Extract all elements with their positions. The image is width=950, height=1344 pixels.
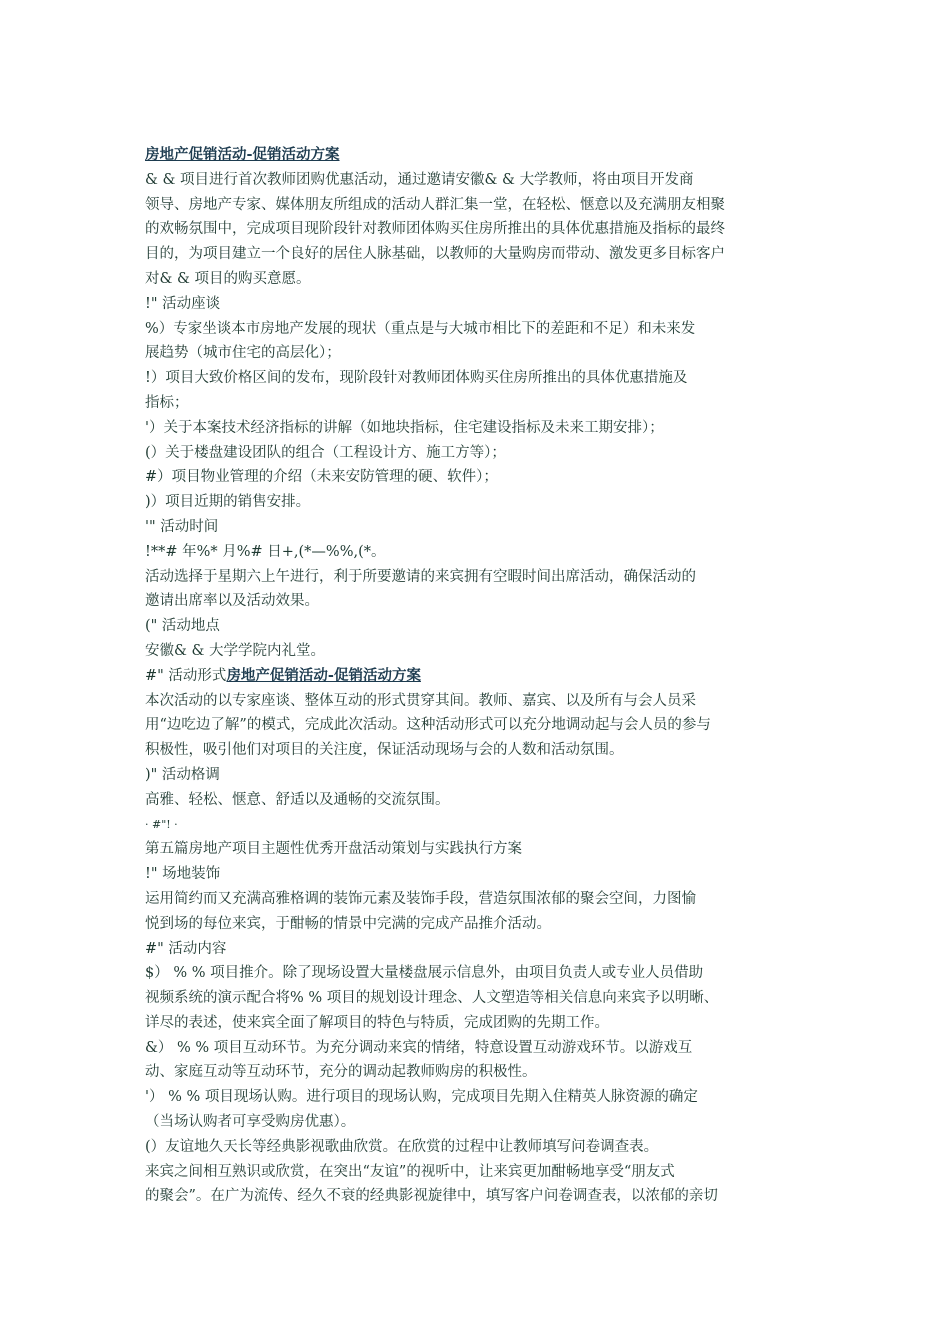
text-line: 的聚会”。在广为流传、经久不衰的经典影视旋律中，填写客户问卷调查表，以浓郁的亲切 [145,1188,718,1205]
activity-form-title-link[interactable]: 房地产促销活动-促销活动方案 [226,666,421,684]
text-line: '" 活动时间 [145,518,219,535]
text-line: 邀请出席率以及活动效果。 [145,593,319,610]
activity-form-section [145,689,805,813]
text-line: 高雅、轻松、惬意、舒适以及通畅的交流氛围。 [145,791,450,808]
document-body [145,143,805,1209]
intro-section [145,168,805,664]
document-title-line [145,143,805,168]
text-line: 详尽的表述，使来宾全面了解项目的特色与特质，完成团购的先期工作。 [145,1014,609,1031]
activity-form-label: #" 活动形式 [145,667,227,684]
text-line: !**# 年%* 月%# 日+,(*—%%,(*。 [145,543,386,560]
text-line: 第五篇房地产项目主题性优秀开盘活动策划与实践执行方案 [145,841,522,858]
text-line: '）关于本案技术经济指标的讲解（如地块指标，住宅建设指标及未来工期安排）； [145,419,664,436]
text-line: (）关于楼盘建设团队的组合（工程设计方、施工方等）； [145,444,506,461]
page-marker: · #"! · [145,817,178,831]
text-line: 视频系统的演示配合将% % 项目的规划设计理念、人文塑造等相关信息向来宾予以明晰、 [145,990,719,1007]
text-line: #）项目物业管理的介绍（未来安防管理的硬、软件）； [145,469,498,486]
document-title-link[interactable]: 房地产促销活动-促销活动方案 [145,146,340,163]
text-line: & & 项目进行首次教师团购优惠活动，通过邀请安徽& & 大学教师，将由项目开发商 [145,171,694,188]
text-line: )）项目近期的销售安排。 [145,494,311,511]
text-line: %）专家坐谈本市房地产发展的现状（重点是与大城市相比下的差距和不足）和未来发 [145,320,696,337]
text-line: &） % % 项目互动环节。为充分调动来宾的情绪，特意设置互动游戏环节。以游戏互 [145,1039,693,1056]
text-line: 领导、房地产专家、媒体朋友所组成的活动人群汇集一堂，在轻松、惬意以及充满朋友相聚 [145,196,725,213]
text-line: 对& & 项目的购买意愿。 [145,270,311,287]
text-line: 目的，为项目建立一个良好的居住人脉基础，以教师的大量购房而带动、激发更多目标客户 [145,246,725,263]
venue-content-section [145,837,805,1209]
activity-form-heading [145,664,805,689]
text-line: !）项目大致价格区间的发布，现阶段针对教师团体购买住房所推出的具体优惠措施及 [145,370,688,387]
text-line: '） % % 项目现场认购。进行项目的现场认购，完成项目先期入住精英人脉资源的确定 [145,1089,698,1106]
text-line: 安徽& & 大学学院内礼堂。 [145,642,326,659]
text-line: 指标； [145,394,189,411]
text-line: 的欢畅氛围中，完成项目现阶段针对教师团体购买住房所推出的具体优惠措施及指标的最终 [145,221,725,238]
text-line: 运用简约而又充满高雅格调的装饰元素及装饰手段，营造氛围浓郁的聚会空间，力图愉 [145,890,696,907]
text-line: 活动选择于星期六上午进行，利于所要邀请的来宾拥有空暇时间出席活动，确保活动的 [145,568,696,585]
text-line: !" 场地装饰 [145,866,221,883]
text-line: (）友谊地久天长等经典影视歌曲欣赏。在欣赏的过程中让教师填写问卷调查表。 [145,1138,659,1155]
text-line: 本次活动的以专家座谈、整体互动的形式贯穿其间。教师、嘉宾、以及所有与会人员采 [145,692,696,709]
text-line: 展趋势（城市住宅的高层化）； [145,345,341,362]
text-line: （当场认购者可享受购房优惠）。 [145,1114,356,1131]
text-line: 来宾之间相互熟识或欣赏，在突出“友谊”的视听中，让来宾更加酣畅地享受“朋友式 [145,1163,675,1180]
text-line: $） % % 项目推介。除了现场设置大量楼盘展示信息外，由项目负责人或专业人员借助 [145,965,704,982]
text-line: )" 活动格调 [145,766,220,783]
text-line: !" 活动座谈 [145,295,221,312]
text-line: (" 活动地点 [145,618,220,635]
text-line: 悦到场的每位来宾，于酣畅的情景中完满的完成产品推介活动。 [145,915,551,932]
text-line: 用“边吃边了解”的模式，完成此次活动。这种活动形式可以充分地调动起与会人员的参与 [145,717,711,734]
text-line: 积极性，吸引他们对项目的关注度，保证活动现场与会的人数和活动氛围。 [145,742,624,759]
text-line: #" 活动内容 [145,940,227,957]
text-line: 动、家庭互动等互动环节，充分的调动起教师购房的积极性。 [145,1064,537,1081]
